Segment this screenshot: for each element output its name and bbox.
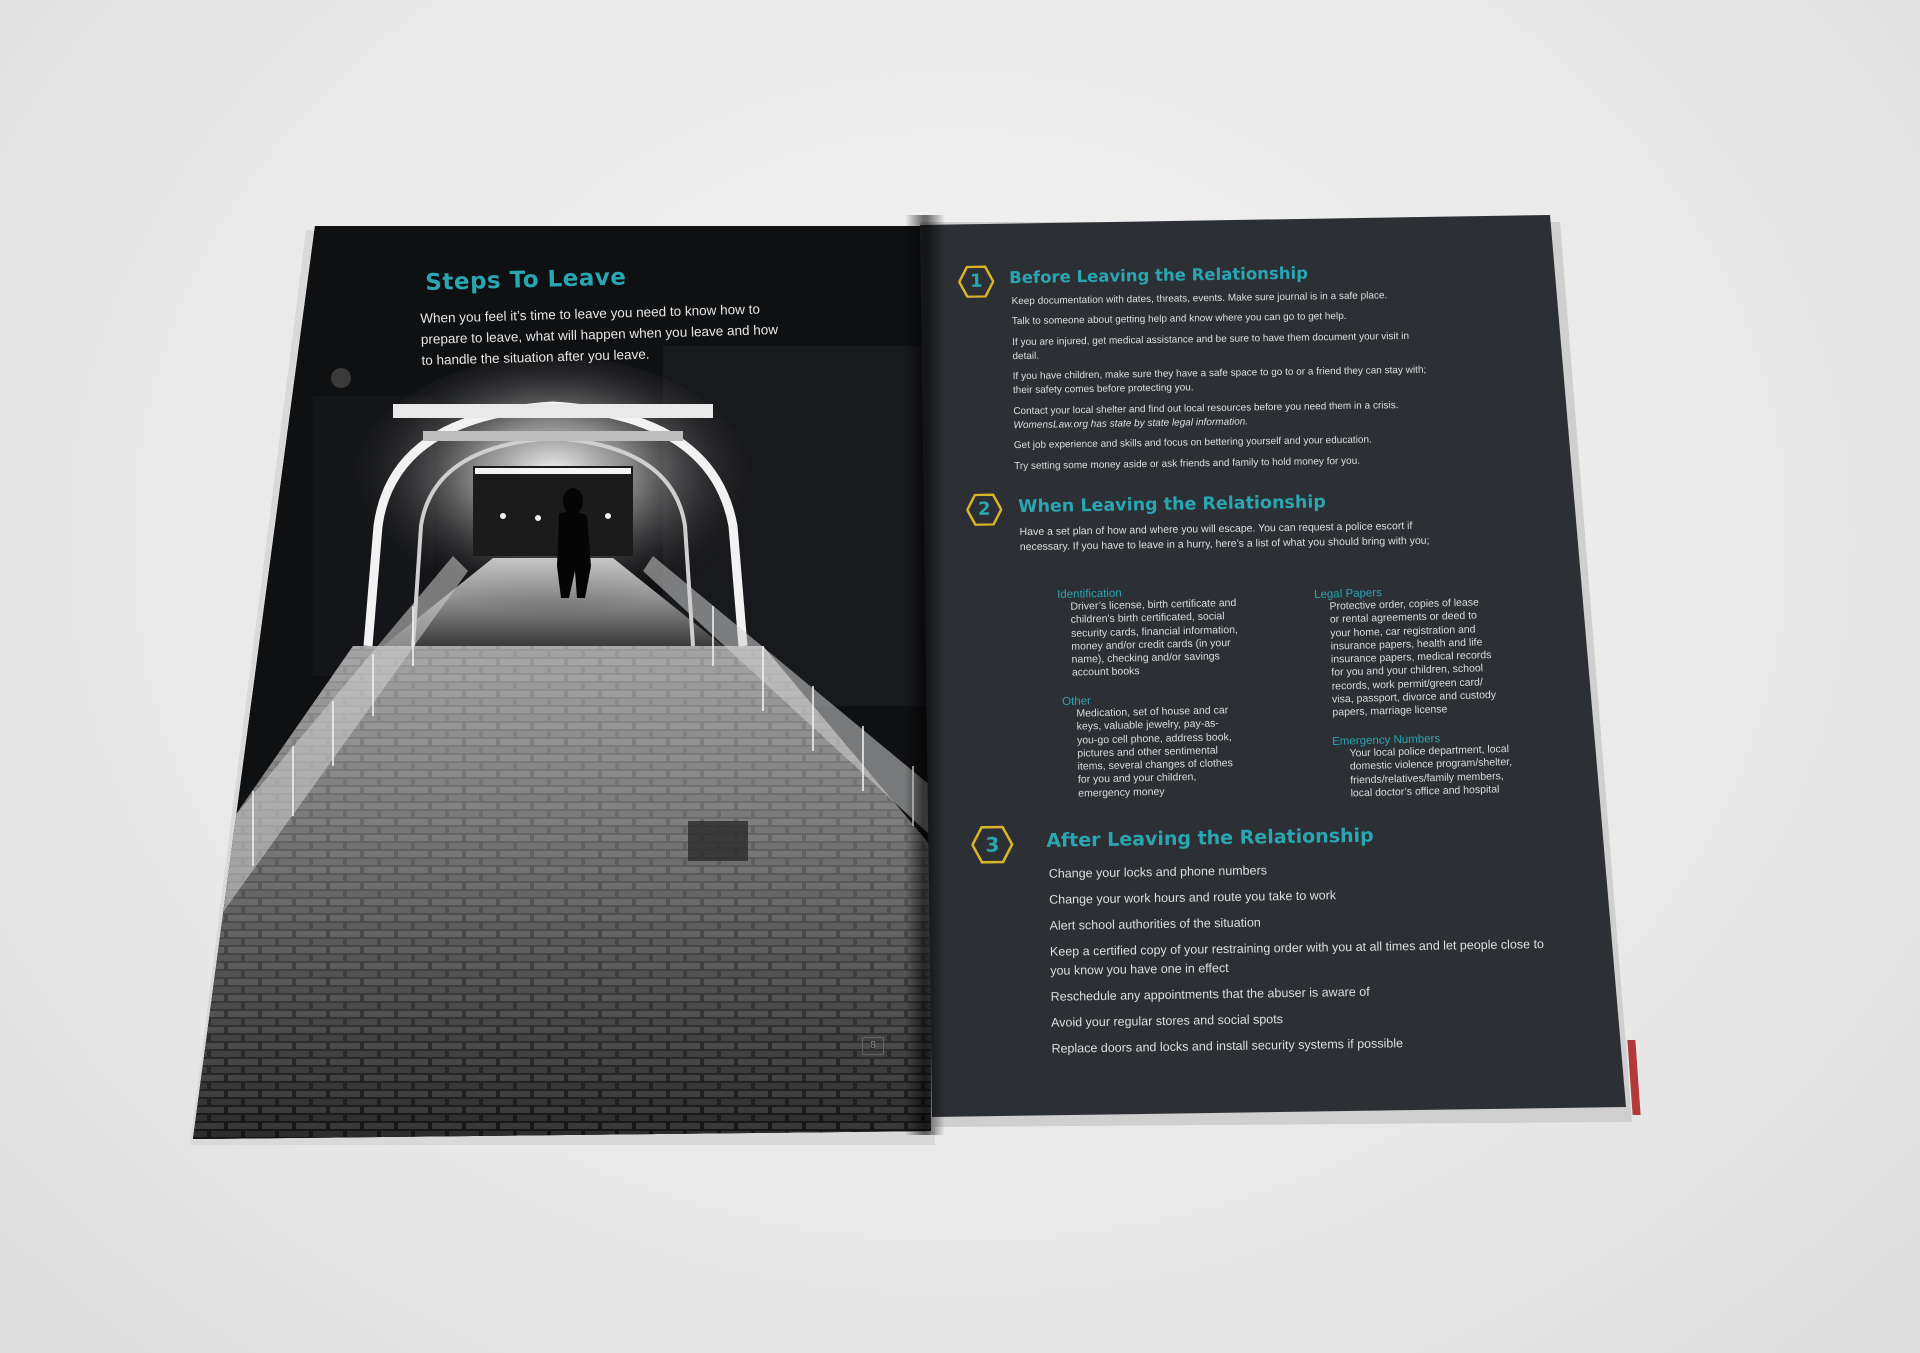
list-heading: Legal Papers: [1314, 587, 1383, 601]
list-line: visa, passport, divorce and custody: [1331, 689, 1497, 706]
list-line: Your local police department, local: [1349, 743, 1510, 760]
list-line: account books: [1071, 665, 1140, 680]
list-line: money and/or credit cards (in your: [1071, 636, 1231, 653]
list-line: Driver’s license, birth certificate and: [1070, 596, 1237, 613]
section-title: After Leaving the Relationship: [1046, 824, 1374, 852]
hexagon-number-badge: [971, 825, 1014, 864]
body-line: detail.: [1012, 350, 1040, 363]
list-line: your home, car registration and: [1330, 623, 1476, 640]
section-title: When Leaving the Relationship: [1018, 492, 1327, 518]
hexagon-number-badge: [966, 493, 1002, 526]
list-identification: [1057, 585, 1239, 681]
list-line: friends/relatives/family members,: [1350, 769, 1504, 787]
list-line: or rental agreements or deed to: [1329, 609, 1478, 626]
intro-line: prepare to leave, what will happen when you leave and how: [420, 322, 779, 347]
section-number: 2: [977, 498, 991, 520]
list-line: emergency money: [1078, 785, 1165, 800]
body-line: Keep documentation with dates, threats, events. Make sure journal is in a safe place.: [1011, 290, 1388, 308]
body-line: Change your work hours and route you take to work: [1049, 888, 1337, 907]
body-line: Contact your local shelter and find out local resources before you need them in a crisis.: [1013, 399, 1399, 417]
list-line: you-go cell phone, address book,: [1076, 730, 1232, 747]
list-line: security cards, financial information,: [1070, 623, 1239, 640]
list-line: local doctor’s office and hospital: [1350, 783, 1500, 800]
list-line: name), checking and/or savings: [1071, 650, 1220, 666]
section-number: 1: [969, 270, 983, 292]
body-line: If you have children, make sure they have a safe space to go to or a friend they can stay with;: [1012, 364, 1427, 383]
list-other: [1062, 692, 1234, 801]
body-line: Avoid your regular stores and social spots: [1050, 1012, 1284, 1030]
body-line: Get job experience and skills and focus on bettering yourself and your education.: [1013, 434, 1372, 452]
body-line: necessary. If you have to leave in a hurry, here’s a list of what you should bring with you;: [1019, 534, 1430, 553]
body-line: Replace doors and locks and install security systems if possible: [1051, 1036, 1404, 1056]
list-heading: Identification: [1057, 587, 1122, 601]
body-line: Keep a certified copy of your restraining order with you at all times and let people close to: [1049, 937, 1545, 959]
list-line: for you and your children, school: [1331, 662, 1484, 680]
body-line: Try setting some money aside or ask friends and family to hold money for you.: [1014, 455, 1361, 472]
list-line: items, several changes of clothes: [1077, 757, 1233, 773]
list-legal-papers: [1314, 584, 1497, 721]
body-line: If you are injured, get medical assistance and be sure to have them document your visit in: [1012, 330, 1410, 348]
body-line: their safety comes before protecting you.: [1012, 382, 1194, 397]
list-line: pictures and other sentimental: [1077, 744, 1219, 760]
section-number: 3: [985, 832, 1000, 857]
intro-line: When you feel it’s time to leave you need to know how to: [420, 301, 761, 326]
hexagon-number-badge: [958, 265, 994, 298]
intro-paragraph: [420, 297, 822, 371]
list-line: children’s birth certificated, social: [1070, 610, 1225, 626]
section-title: Before Leaving the Relationship: [1009, 263, 1309, 288]
list-line: Protective order, copies of lease: [1329, 596, 1480, 613]
page-title: Steps To Leave: [425, 264, 627, 296]
list-heading: Emergency Numbers: [1332, 732, 1441, 748]
list-line: records, work permit/green card/: [1331, 676, 1483, 693]
list-line: insurance papers, medical records: [1330, 649, 1492, 666]
body-line: Have a set plan of how and where you will escape. You can request a police escort if: [1019, 519, 1413, 539]
body-line: Change your locks and phone numbers: [1048, 863, 1268, 881]
list-emergency-numbers: [1332, 731, 1513, 801]
intro-line: to handle the situation after you leave.: [421, 346, 650, 368]
body-line: Reschedule any appointments that the abuser is aware of: [1050, 984, 1370, 1004]
body-line: WomensLaw.org has state by state legal information.: [1013, 416, 1249, 432]
list-line: Medication, set of house and car: [1076, 704, 1229, 720]
list-heading: Other: [1062, 695, 1092, 708]
list-line: for you and your children,: [1077, 771, 1197, 787]
list-line: keys, valuable jewelry, pay-as-: [1076, 717, 1220, 733]
body-line: Alert school authorities of the situation: [1049, 915, 1261, 933]
list-line: papers, marriage license: [1332, 703, 1448, 719]
list-line: domestic violence program/shelter,: [1349, 756, 1513, 773]
page-number: 8: [862, 1037, 884, 1055]
body-line: you know you have one in effect: [1050, 960, 1229, 978]
body-line: Talk to someone about getting help and know where you can go to get help.: [1011, 311, 1347, 328]
list-line: insurance papers, health and life: [1330, 636, 1483, 653]
